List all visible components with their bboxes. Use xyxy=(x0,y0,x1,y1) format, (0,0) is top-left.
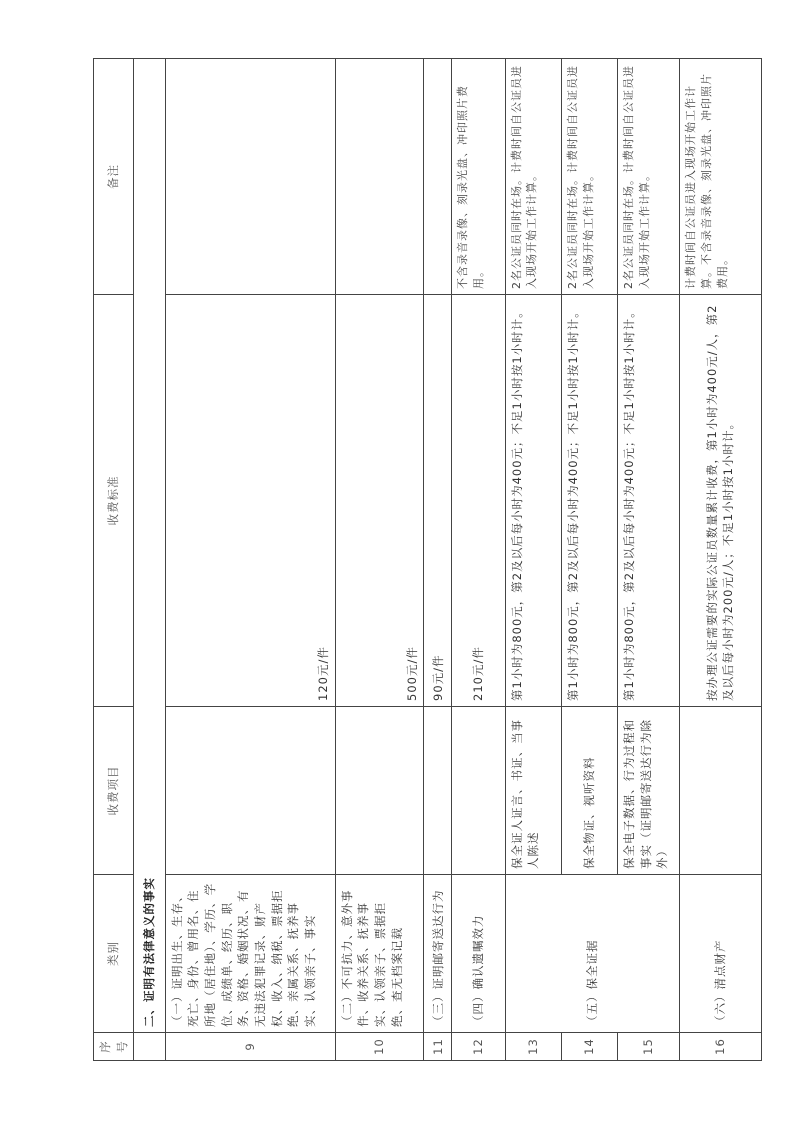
header-standard: 收费标准 xyxy=(94,295,134,707)
row-note xyxy=(335,59,424,295)
table-row xyxy=(165,59,335,1061)
row-category: （五）保全证据 xyxy=(505,875,679,1033)
row-no: 12 xyxy=(452,1033,505,1061)
row-item xyxy=(424,707,452,875)
row-no: 14 xyxy=(561,1033,617,1061)
row-item xyxy=(679,707,761,875)
row-item: 保全电子数据、行为过程和事实（证明邮寄送达行为除外） xyxy=(618,707,680,875)
row-note xyxy=(424,59,452,295)
section-title: 二、证明有法律意义的事实 xyxy=(134,59,165,1033)
row-standard: 500元/件 xyxy=(335,295,424,707)
row-no: 9 xyxy=(165,1033,335,1061)
row-item: 保全物证、视听资料 xyxy=(561,707,617,875)
table-row xyxy=(452,59,505,1061)
header-note: 备注 xyxy=(94,59,134,295)
rotated-page xyxy=(93,59,762,1061)
row-note: 2名公证员同时在场。计费时间自公证员进入现场开始工作计算。 xyxy=(618,59,680,295)
row-category: （三）证明邮寄送达行为 xyxy=(424,875,452,1033)
header-no: 序号 xyxy=(94,1033,134,1061)
row-category: （四）确认遗嘱效力 xyxy=(452,875,505,1033)
header-item: 收费项目 xyxy=(94,707,134,875)
row-standard: 第1小时为800元，第2及以后每小时为400元；不足1小时按1小时计。 xyxy=(561,295,617,707)
row-note xyxy=(165,59,335,295)
row-item xyxy=(165,707,335,875)
table-row xyxy=(335,59,424,1061)
row-standard: 按办理公证需要的实际公证员数量累计收费，第1小时为400元/人，第2及以后每小时为200元/人；不足1小时按1小时计。 xyxy=(679,295,761,707)
row-item: 保全证人证言、书证、当事人陈述 xyxy=(505,707,561,875)
section-row xyxy=(134,59,165,1061)
row-no: 13 xyxy=(505,1033,561,1061)
header-row xyxy=(94,59,134,1061)
row-standard: 第1小时为800元，第2及以后每小时为400元；不足1小时按1小时计。 xyxy=(618,295,680,707)
table-row xyxy=(424,59,452,1061)
row-standard: 第1小时为800元，第2及以后每小时为400元；不足1小时按1小时计。 xyxy=(505,295,561,707)
row-item xyxy=(452,707,505,875)
row-no: 15 xyxy=(618,1033,680,1061)
header-category: 类别 xyxy=(94,875,134,1033)
fee-table xyxy=(93,58,762,1061)
row-category: （一）证明出生、生存、死亡、身份、曾用名、住所地（居住地）、学历、学位、成绩单、经历、职务、资格、婚姻状况、有无违法犯罪记录、财产权、收入、纳税、票据拒绝、亲属关系、抚养事实、认领亲子、事实 xyxy=(165,875,335,1033)
row-standard: 120元/件 xyxy=(165,295,335,707)
table-row xyxy=(679,59,761,1061)
row-category: （六）清点财产 xyxy=(679,875,761,1033)
row-standard: 90元/件 xyxy=(424,295,452,707)
row-note: 2名公证员同时在场。计费时间自公证员进入现场开始工作计算。 xyxy=(561,59,617,295)
table-row xyxy=(505,59,561,1061)
row-category: （二）不可抗力、意外事件、收养关系、抚养事实、认领亲子、票据拒绝、查无档案记载 xyxy=(335,875,424,1033)
row-no: 11 xyxy=(424,1033,452,1061)
row-item xyxy=(335,707,424,875)
row-note: 不含录音录像、刻录光盘、冲印照片费用。 xyxy=(452,59,505,295)
row-no: 16 xyxy=(679,1033,761,1061)
row-standard: 210元/件 xyxy=(452,295,505,707)
row-note: 计费时间自公证员进入现场开始工作计算。不含录音录像、刻录光盘、冲印照片费用。 xyxy=(679,59,761,295)
row-no: 10 xyxy=(335,1033,424,1061)
row-note: 2名公证员同时在场。计费时间自公证员进入现场开始工作计算。 xyxy=(505,59,561,295)
